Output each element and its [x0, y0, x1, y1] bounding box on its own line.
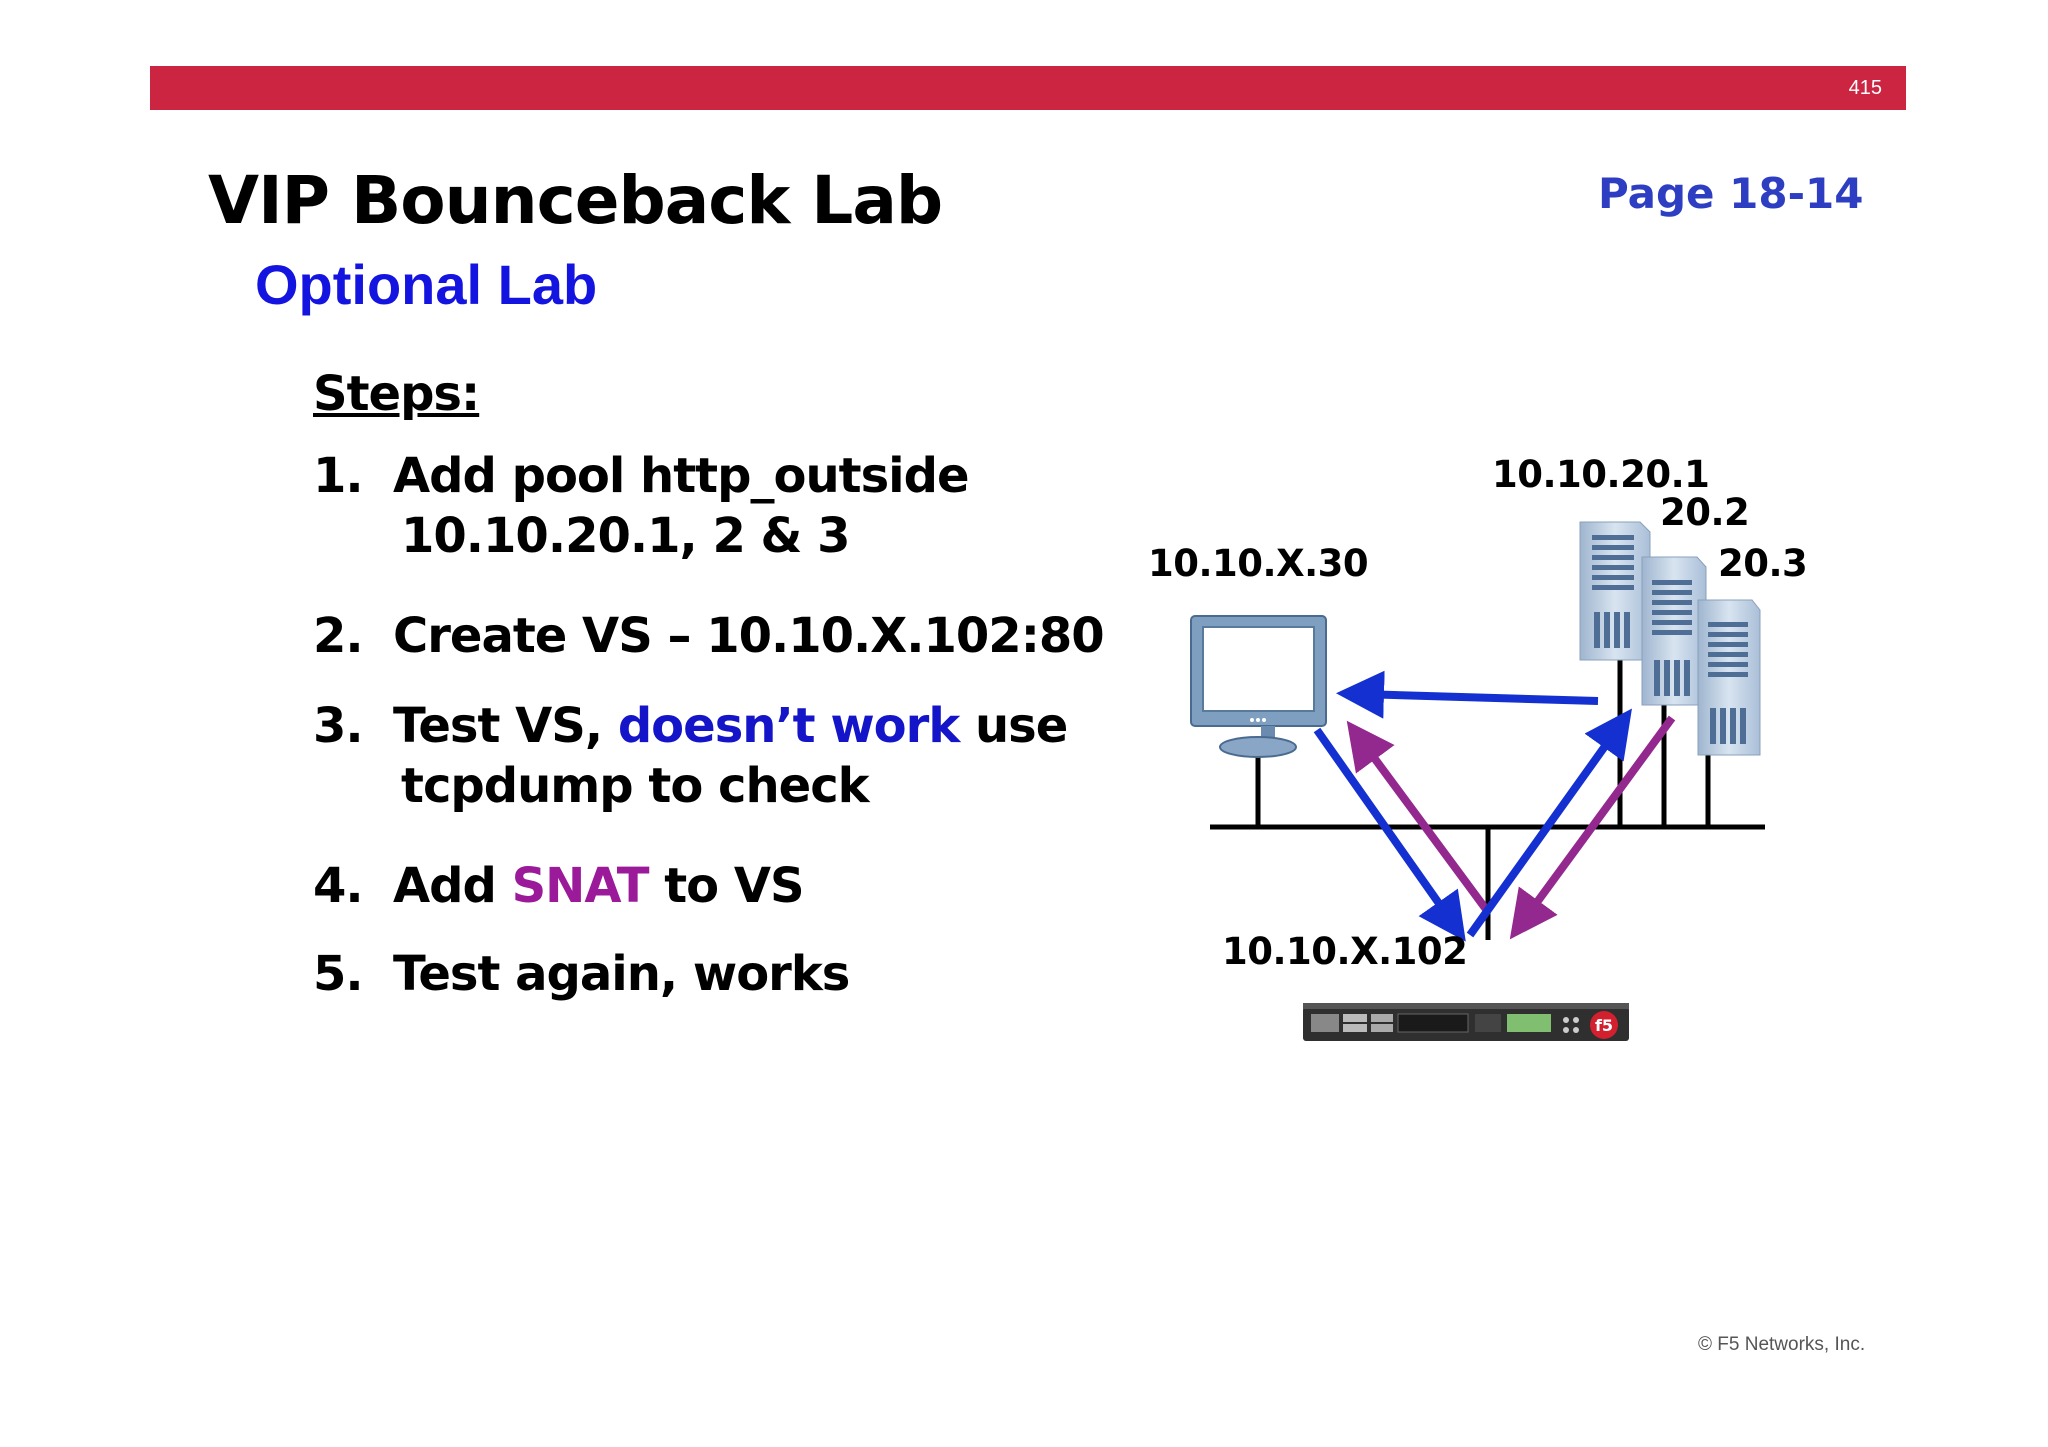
- step-number: 5.: [313, 946, 363, 1002]
- step-number: 3.: [313, 698, 363, 754]
- server-tower-icon: [1580, 522, 1650, 660]
- step-number: 4.: [313, 858, 363, 914]
- step-text: Create VS – 10.10.X.102:80: [393, 608, 1104, 664]
- client-ip-label: 10.10.X.30: [1148, 542, 1369, 585]
- server3-ip-label: 20.3: [1718, 542, 1808, 585]
- step-text: Add: [393, 858, 512, 914]
- slide-number: 415: [1848, 77, 1882, 99]
- arrow-server-to-vip-snat: [1524, 718, 1672, 920]
- step-text-after: to VS: [648, 858, 804, 914]
- server-tower-icon: [1698, 600, 1760, 755]
- step-highlight-snat: SNAT: [511, 858, 649, 914]
- slide-title: VIP Bounceback Lab: [208, 162, 943, 239]
- step-continuation: 10.10.20.1, 2 & 3: [401, 508, 850, 564]
- page-reference: Page 18-14: [1598, 169, 1864, 218]
- arrow-server-to-client: [1360, 694, 1598, 701]
- server1-ip-label: 10.10.20.1: [1492, 453, 1710, 496]
- step-number: 1.: [313, 448, 363, 504]
- step-continuation: tcpdump to check: [401, 758, 869, 814]
- step-text-after: use: [959, 698, 1068, 754]
- copyright-footer: © F5 Networks, Inc.: [1698, 1334, 1866, 1355]
- server2-ip-label: 20.2: [1660, 491, 1750, 534]
- bigip-appliance-icon: [1303, 1003, 1629, 1041]
- step-text: Test again, works: [393, 946, 850, 1002]
- server-tower-icon: [1642, 557, 1706, 705]
- steps-heading: Steps:: [313, 366, 480, 422]
- client-monitor-icon: [1191, 616, 1326, 757]
- svg-text:f5: f5: [1594, 1016, 1614, 1035]
- arrow-vip-to-server: [1470, 728, 1618, 935]
- step-text: Add pool http_outside: [393, 448, 969, 504]
- slide-subtitle: Optional Lab: [255, 253, 598, 316]
- step-number: 2.: [313, 608, 363, 664]
- step-highlight-doesnt-work: doesn’t work: [617, 698, 960, 754]
- step-text: Test VS,: [393, 698, 618, 754]
- vip-ip-label: 10.10.X.102: [1222, 930, 1468, 973]
